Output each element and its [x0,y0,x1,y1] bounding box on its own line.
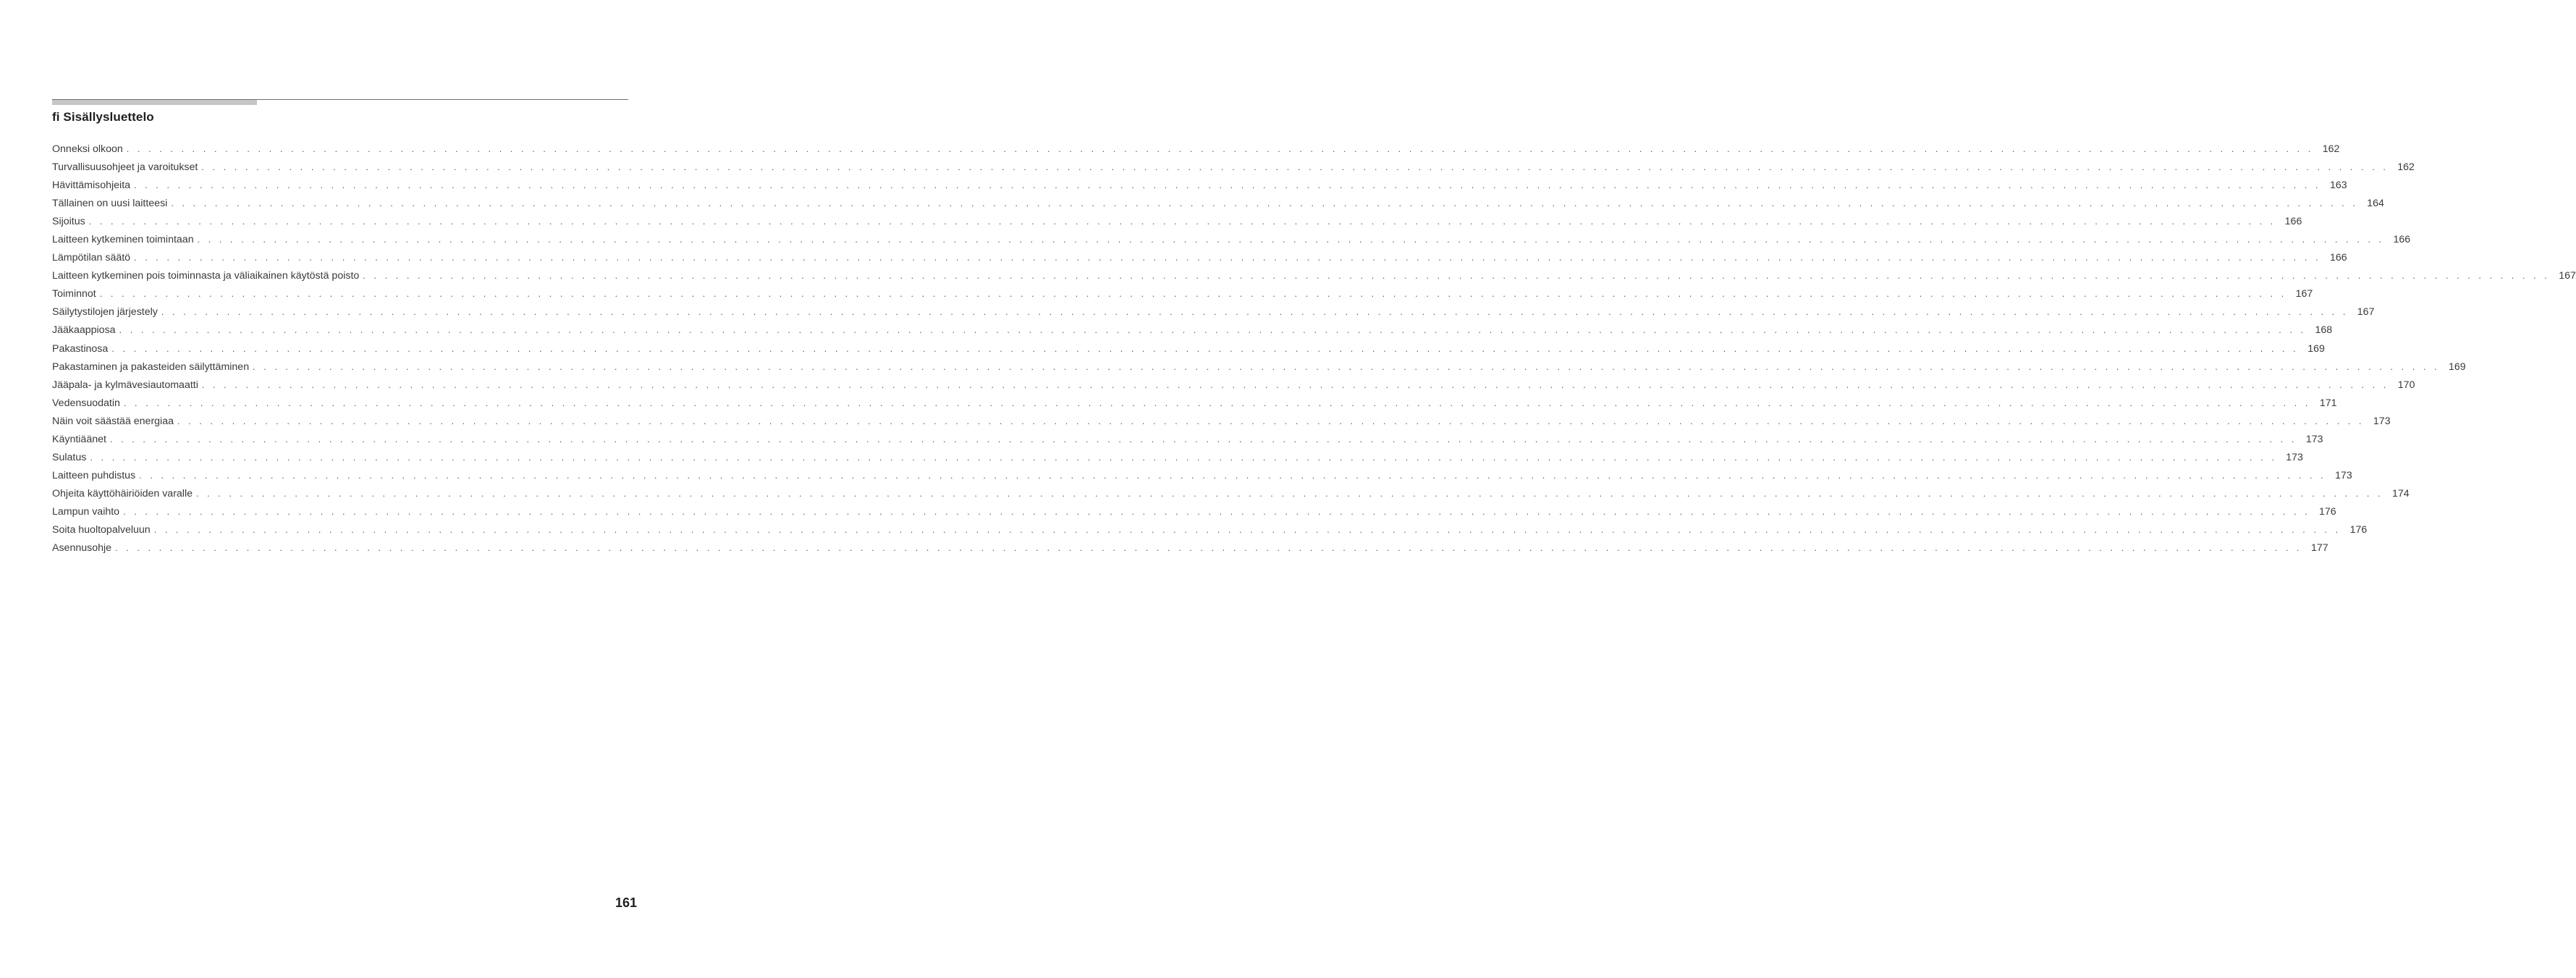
toc-dot-leader: . . . . . . . . . . . . . . . . . . . . . . . . . . . . . . . . . . . . . . . . . . . . . . . . . . . . . . . . . . . . . . . . . . . . . . . . . . . . . . . . . . . . . . . . . . . . . . . . . . . . . . . . . . . . . . . . . . . . . . . . . . . . . . . . . . . . . . . . . . . . . . . . . . . . . . . . . . . . . . . . . . . . . . . . . . . . . . . . . . . . . . . . . . . . . . . . . . . . . . . . [123,397,2311,408]
toc-entry-title: Toiminnot [52,288,96,300]
toc-entry[interactable] [52,250,2347,269]
header-accent-bar [52,100,257,105]
toc-entry-page: 163 [2329,180,2347,192]
toc-dot-leader: . . . . . . . . . . . . . . . . . . . . . . . . . . . . . . . . . . . . . . . . . . . . . . . . . . . . . . . . . . . . . . . . . . . . . . . . . . . . . . . . . . . . . . . . . . . . . . . . . . . . . . . . . . . . . . . . . . . . . . . . . . . . . . . . . . . . . . . . . . . . . . . . . . . . . . . . . . . . . . . . . . . . . . . . . . . . . . . . . . . . . . . . . . . . . . . . . . . . . . . . [177,416,2365,426]
toc-entry-page: 166 [2284,216,2302,228]
toc-dot-leader: . . . . . . . . . . . . . . . . . . . . . . . . . . . . . . . . . . . . . . . . . . . . . . . . . . . . . . . . . . . . . . . . . . . . . . . . . . . . . . . . . . . . . . . . . . . . . . . . . . . . . . . . . . . . . . . . . . . . . . . . . . . . . . . . . . . . . . . . . . . . . . . . . . . . . . . . . . . . . . . . . . . . . . . . . . . . . . . . . . . . . . . . . . . . . . . . . . . . . . . . [201,162,2389,173]
toc-entry[interactable] [52,486,2410,505]
toc-entry[interactable] [52,378,2415,396]
toc-entry-page: 173 [2286,451,2303,463]
toc-entry[interactable] [52,360,2466,378]
toc-entry-title: Laitteen kytkeminen pois toiminnasta ja väliaikainen käytöstä poisto [52,270,360,282]
toc-entry-title: Asennusohje [52,542,112,555]
toc-entry[interactable] [52,196,2384,214]
toc-dot-leader: . . . . . . . . . . . . . . . . . . . . . . . . . . . . . . . . . . . . . . . . . . . . . . . . . . . . . . . . . . . . . . . . . . . . . . . . . . . . . . . . . . . . . . . . . . . . . . . . . . . . . . . . . . . . . . . . . . . . . . . . . . . . . . . . . . . . . . . . . . . . . . . . . . . . . . . . . . . . . . . . . . . . . . . . . . . . . . . . . . . . . . . . . . . . . . . . . . . . . . . . [123,506,2310,517]
toc-entry-title: Laitteen kytkeminen toimintaan [52,234,194,246]
toc-heading: fi Sisällysluettelo [52,110,154,124]
toc-dot-leader: . . . . . . . . . . . . . . . . . . . . . . . . . . . . . . . . . . . . . . . . . . . . . . . . . . . . . . . . . . . . . . . . . . . . . . . . . . . . . . . . . . . . . . . . . . . . . . . . . . . . . . . . . . . . . . . . . . . . . . . . . . . . . . . . . . . . . . . . . . . . . . . . . . . . . . . . . . . . . . . . . . . . . . . . . . . . . . . . . . . . . . . . . . . . . . . . . . . . . . . . [139,470,2326,481]
toc-entry[interactable] [52,541,2328,559]
toc-entry-page: 177 [2310,542,2328,555]
toc-entry-page: 176 [2319,505,2336,518]
toc-entry-title: Lampun vaihto [52,505,120,518]
toc-entry-page: 176 [2349,523,2368,536]
toc-entry[interactable] [52,323,2333,341]
toc-entry[interactable] [52,160,2415,178]
toc-entry-page: 174 [2391,487,2410,499]
toc-entry-page: 166 [2329,252,2347,264]
page-number: 161 [615,895,637,910]
toc-entry-title: Pakastaminen ja pakasteiden säilyttäminen [52,361,250,373]
toc-dot-leader: . . . . . . . . . . . . . . . . . . . . . . . . . . . . . . . . . . . . . . . . . . . . . . . . . . . . . . . . . . . . . . . . . . . . . . . . . . . . . . . . . . . . . . . . . . . . . . . . . . . . . . . . . . . . . . . . . . . . . . . . . . . . . . . . . . . . . . . . . . . . . . . . . . . . . . . . . . . . . . . . . . . . . . . . . . . . . . . . . . . . . . . . . . . . . . . . . . . . . . . . [253,361,2440,372]
toc-entry-title: Tällainen on uusi laitteesi [52,198,168,210]
toc-entry[interactable] [52,450,2303,468]
toc-entry-page: 171 [2319,397,2337,409]
toc-entry-title: Turvallisuusohjeet ja varoitukset [52,161,198,174]
toc-dot-leader: . . . . . . . . . . . . . . . . . . . . . . . . . . . . . . . . . . . . . . . . . . . . . . . . . . . . . . . . . . . . . . . . . . . . . . . . . . . . . . . . . . . . . . . . . . . . . . . . . . . . . . . . . . . . . . . . . . . . . . . . . . . . . . . . . . . . . . . . . . . . . . . . . . . . . . . . . . . . . . . . . . . . . . . . . . . . . . . . . . . . . . . . . . . . . . . . . . . . . . . . [111,343,2299,354]
toc-entry[interactable] [52,142,2340,160]
toc-dot-leader: . . . . . . . . . . . . . . . . . . . . . . . . . . . . . . . . . . . . . . . . . . . . . . . . . . . . . . . . . . . . . . . . . . . . . . . . . . . . . . . . . . . . . . . . . . . . . . . . . . . . . . . . . . . . . . . . . . . . . . . . . . . . . . . . . . . . . . . . . . . . . . . . . . . . . . . . . . . . . . . . . . . . . . . . . . . . . . . . . . . . . . . . . . . . . . . . . . . . . . . . [161,307,2349,318]
toc-entry[interactable] [52,305,2375,323]
toc-dot-leader: . . . . . . . . . . . . . . . . . . . . . . . . . . . . . . . . . . . . . . . . . . . . . . . . . . . . . . . . . . . . . . . . . . . . . . . . . . . . . . . . . . . . . . . . . . . . . . . . . . . . . . . . . . . . . . . . . . . . . . . . . . . . . . . . . . . . . . . . . . . . . . . . . . . . . . . . . . . . . . . . . . . . . . . . . . . . . . . . . . . . . . . . . . . . . . . . . . . . . . . . [197,235,2385,245]
toc-dot-leader: . . . . . . . . . . . . . . . . . . . . . . . . . . . . . . . . . . . . . . . . . . . . . . . . . . . . . . . . . . . . . . . . . . . . . . . . . . . . . . . . . . . . . . . . . . . . . . . . . . . . . . . . . . . . . . . . . . . . . . . . . . . . . . . . . . . . . . . . . . . . . . . . . . . . . . . . . . . . . . . . . . . . . . . . . . . . . . . . . . . . . . . . . . . . . . . . . . . . . . . . [109,434,2297,444]
toc-dot-leader: . . . . . . . . . . . . . . . . . . . . . . . . . . . . . . . . . . . . . . . . . . . . . . . . . . . . . . . . . . . . . . . . . . . . . . . . . . . . . . . . . . . . . . . . . . . . . . . . . . . . . . . . . . . . . . . . . . . . . . . . . . . . . . . . . . . . . . . . . . . . . . . . . . . . . . . . . . . . . . . . . . . . . . . . . . . . . . . . . . . . . . . . . . . . . . . . . . . . . . . . [134,180,2321,191]
toc-entry-title: Lämpötilan säätö [52,252,131,264]
toc-entry[interactable] [52,287,2313,305]
toc-entry-page: 167 [2559,270,2576,282]
toc-entry-page: 173 [2305,433,2323,445]
toc-entry-title: Hävittämisohjeita [52,180,131,192]
toc-dot-leader: . . . . . . . . . . . . . . . . . . . . . . . . . . . . . . . . . . . . . . . . . . . . . . . . . . . . . . . . . . . . . . . . . . . . . . . . . . . . . . . . . . . . . . . . . . . . . . . . . . . . . . . . . . . . . . . . . . . . . . . . . . . . . . . . . . . . . . . . . . . . . . . . . . . . . . . . . . . . . . . . . . . . . . . . . . . . . . . . . . . . . . . . . . . . . . . . . . . . . . . . [196,488,2383,499]
toc-entry-page: 167 [2357,306,2375,319]
toc-entry[interactable] [52,414,2391,432]
toc-entry-title: Käyntiäänet [52,433,106,445]
toc-entry[interactable] [52,523,2368,541]
toc-entry[interactable] [52,269,2576,287]
toc-entry-title: Jääkaappiosa [52,324,116,337]
toc-entry-page: 173 [2335,469,2352,481]
toc-entry-title: Onneksi olkoon [52,143,123,155]
toc-entry-title: Vedensuodatin [52,397,120,409]
toc-dot-leader: . . . . . . . . . . . . . . . . . . . . . . . . . . . . . . . . . . . . . . . . . . . . . . . . . . . . . . . . . . . . . . . . . . . . . . . . . . . . . . . . . . . . . . . . . . . . . . . . . . . . . . . . . . . . . . . . . . . . . . . . . . . . . . . . . . . . . . . . . . . . . . . . . . . . . . . . . . . . . . . . . . . . . . . . . . . . . . . . . . . . . . . . . . . . . . . . . . . . . . . . [201,379,2389,390]
toc-entry-page: 164 [2367,198,2384,210]
toc-entry-page: 167 [2295,288,2313,300]
toc-dot-leader: . . . . . . . . . . . . . . . . . . . . . . . . . . . . . . . . . . . . . . . . . . . . . . . . . . . . . . . . . . . . . . . . . . . . . . . . . . . . . . . . . . . . . . . . . . . . . . . . . . . . . . . . . . . . . . . . . . . . . . . . . . . . . . . . . . . . . . . . . . . . . . . . . . . . . . . . . . . . . . . . . . . . . . . . . . . . . . . . . . . . . . . . . . . . . . . . . . . . . . . . [119,325,2307,336]
toc-entry-page: 169 [2307,342,2325,355]
toc-dot-leader: . . . . . . . . . . . . . . . . . . . . . . . . . . . . . . . . . . . . . . . . . . . . . . . . . . . . . . . . . . . . . . . . . . . . . . . . . . . . . . . . . . . . . . . . . . . . . . . . . . . . . . . . . . . . . . . . . . . . . . . . . . . . . . . . . . . . . . . . . . . . . . . . . . . . . . . . . . . . . . . . . . . . . . . . . . . . . . . . . . . . . . . . . . . . . . . . . . . . . . . . [88,216,2276,227]
toc-entry-title: Soita huoltopalveluun [52,523,151,536]
toc-entry-title: Pakastinosa [52,342,109,355]
toc-dot-leader: . . . . . . . . . . . . . . . . . . . . . . . . . . . . . . . . . . . . . . . . . . . . . . . . . . . . . . . . . . . . . . . . . . . . . . . . . . . . . . . . . . . . . . . . . . . . . . . . . . . . . . . . . . . . . . . . . . . . . . . . . . . . . . . . . . . . . . . . . . . . . . . . . . . . . . . . . . . . . . . . . . . . . . . . . . . . . . . . . . . . . . . . . . . . . . . . . . . . . . . . [363,271,2550,282]
toc-dot-leader: . . . . . . . . . . . . . . . . . . . . . . . . . . . . . . . . . . . . . . . . . . . . . . . . . . . . . . . . . . . . . . . . . . . . . . . . . . . . . . . . . . . . . . . . . . . . . . . . . . . . . . . . . . . . . . . . . . . . . . . . . . . . . . . . . . . . . . . . . . . . . . . . . . . . . . . . . . . . . . . . . . . . . . . . . . . . . . . . . . . . . . . . . . . . . . . . . . . . . . . . [134,253,2321,264]
toc-entry[interactable] [52,432,2323,450]
toc-entry-page: 173 [2373,415,2391,427]
toc-entry[interactable] [52,232,2411,250]
toc-entry-title: Jääpala- ja kylmävesiautomaatti [52,379,198,391]
toc-entry-page: 170 [2397,379,2415,391]
toc-entry-title: Säilytystilojen järjestely [52,306,158,319]
toc-dot-leader: . . . . . . . . . . . . . . . . . . . . . . . . . . . . . . . . . . . . . . . . . . . . . . . . . . . . . . . . . . . . . . . . . . . . . . . . . . . . . . . . . . . . . . . . . . . . . . . . . . . . . . . . . . . . . . . . . . . . . . . . . . . . . . . . . . . . . . . . . . . . . . . . . . . . . . . . . . . . . . . . . . . . . . . . . . . . . . . . . . . . . . . . . . . . . . . . . . . . . . . . [90,452,2277,463]
toc-entry-page: 162 [2397,161,2415,174]
toc-entry-title: Näin voit säästää energiaa [52,415,174,427]
toc-dot-leader: . . . . . . . . . . . . . . . . . . . . . . . . . . . . . . . . . . . . . . . . . . . . . . . . . . . . . . . . . . . . . . . . . . . . . . . . . . . . . . . . . . . . . . . . . . . . . . . . . . . . . . . . . . . . . . . . . . . . . . . . . . . . . . . . . . . . . . . . . . . . . . . . . . . . . . . . . . . . . . . . . . . . . . . . . . . . . . . . . . . . . . . . . . . . . . . . . . . . . . . . [126,144,2314,154]
toc-dot-leader: . . . . . . . . . . . . . . . . . . . . . . . . . . . . . . . . . . . . . . . . . . . . . . . . . . . . . . . . . . . . . . . . . . . . . . . . . . . . . . . . . . . . . . . . . . . . . . . . . . . . . . . . . . . . . . . . . . . . . . . . . . . . . . . . . . . . . . . . . . . . . . . . . . . . . . . . . . . . . . . . . . . . . . . . . . . . . . . . . . . . . . . . . . . . . . . . . . . . . . . . [153,524,2341,535]
toc-entry[interactable] [52,396,2337,414]
toc-entry[interactable] [52,468,2352,486]
toc-entry[interactable] [52,178,2347,196]
toc-dot-leader: . . . . . . . . . . . . . . . . . . . . . . . . . . . . . . . . . . . . . . . . . . . . . . . . . . . . . . . . . . . . . . . . . . . . . . . . . . . . . . . . . . . . . . . . . . . . . . . . . . . . . . . . . . . . . . . . . . . . . . . . . . . . . . . . . . . . . . . . . . . . . . . . . . . . . . . . . . . . . . . . . . . . . . . . . . . . . . . . . . . . . . . . . . . . . . . . . . . . . . . . [171,198,2358,209]
toc-dot-leader: . . . . . . . . . . . . . . . . . . . . . . . . . . . . . . . . . . . . . . . . . . . . . . . . . . . . . . . . . . . . . . . . . . . . . . . . . . . . . . . . . . . . . . . . . . . . . . . . . . . . . . . . . . . . . . . . . . . . . . . . . . . . . . . . . . . . . . . . . . . . . . . . . . . . . . . . . . . . . . . . . . . . . . . . . . . . . . . . . . . . . . . . . . . . . . . . . . . . . . . . [99,289,2287,300]
toc-entry-page: 168 [2315,324,2333,337]
toc-dot-leader: . . . . . . . . . . . . . . . . . . . . . . . . . . . . . . . . . . . . . . . . . . . . . . . . . . . . . . . . . . . . . . . . . . . . . . . . . . . . . . . . . . . . . . . . . . . . . . . . . . . . . . . . . . . . . . . . . . . . . . . . . . . . . . . . . . . . . . . . . . . . . . . . . . . . . . . . . . . . . . . . . . . . . . . . . . . . . . . . . . . . . . . . . . . . . . . . . . . . . . . . [115,543,2302,554]
toc-entry-title: Ohjeita käyttöhäiriöiden varalle [52,487,193,499]
toc-entry[interactable] [52,505,2336,523]
table-of-contents [52,142,2576,559]
toc-entry-page: 166 [2393,234,2411,246]
toc-entry[interactable] [52,214,2302,232]
toc-entry-page: 162 [2322,143,2340,155]
toc-entry-title: Sulatus [52,451,87,463]
toc-entry-page: 169 [2449,361,2466,373]
toc-entry-title: Laitteen puhdistus [52,469,136,481]
toc-entry[interactable] [52,342,2325,360]
toc-entry-title: Sijoitus [52,216,85,228]
